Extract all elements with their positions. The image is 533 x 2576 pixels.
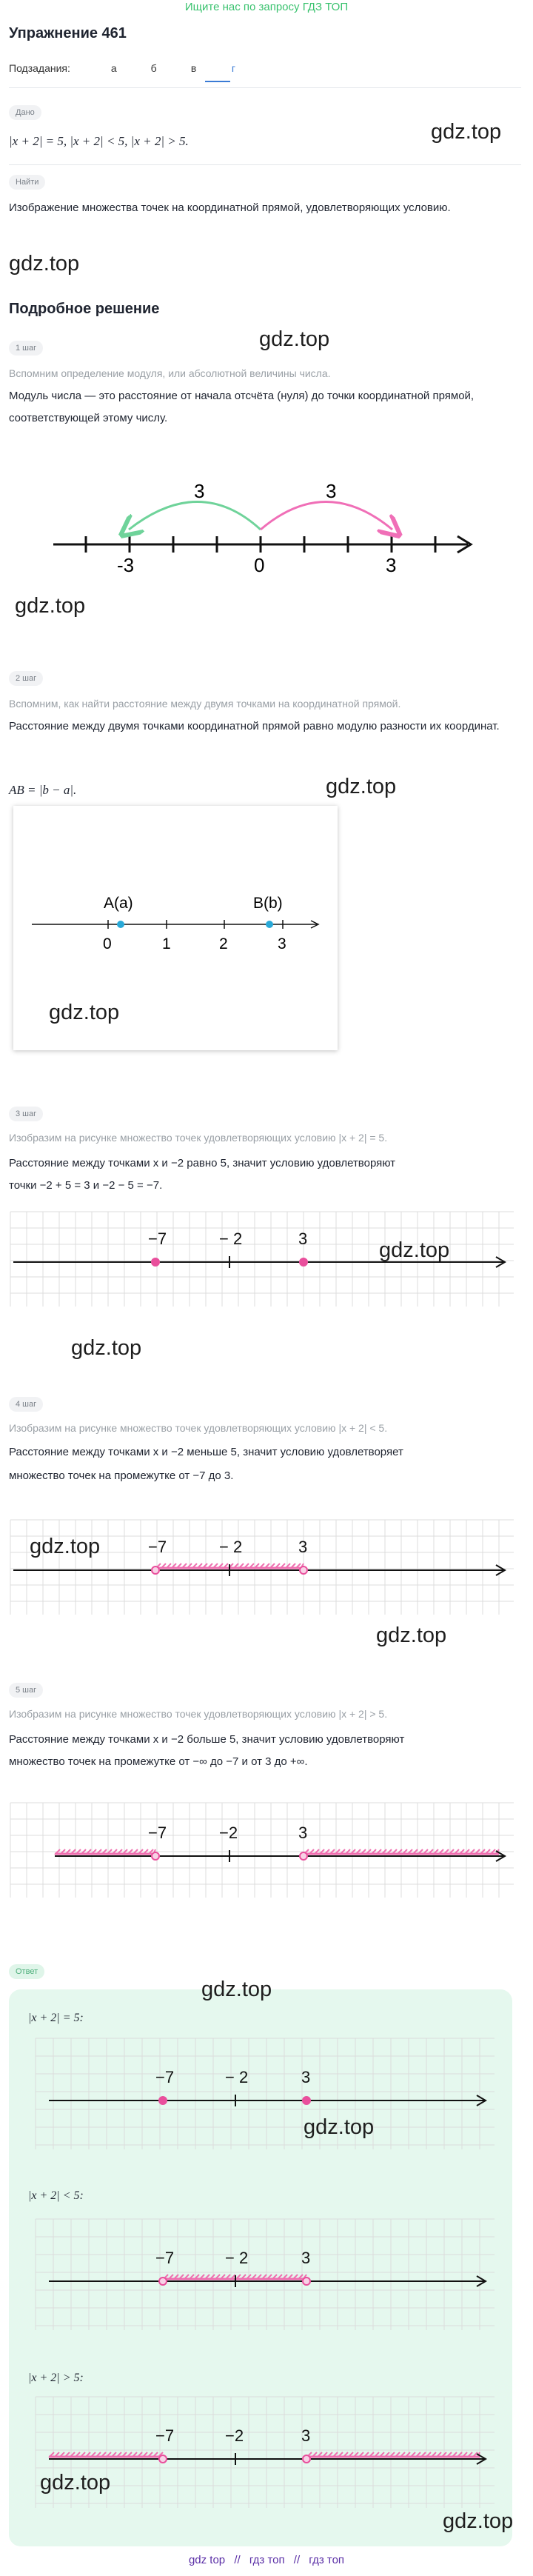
answer-condition-3: |x + 2| > 5: [28, 2372, 84, 2384]
step-text-2: множество точек на промежутке от −∞ до −7 и от 3 до +∞. [9, 1755, 308, 1768]
step-hint: Вспомним, как найти расстояние между двумя точками на координатной прямой. [9, 698, 401, 710]
step-hint: Изобразим на рисунке множество точек удовлетворяющих условию |x + 2| > 5. [9, 1708, 388, 1720]
step-badge: 3 шаг [9, 1107, 43, 1121]
step-badge: 1 шаг [9, 341, 43, 356]
arc-label-right: 3 [326, 480, 337, 502]
watermark: gdz.top [71, 1336, 142, 1360]
label-3: 3 [298, 1823, 308, 1842]
answer-figure-2 [36, 2219, 495, 2330]
footer-separator: // [293, 2554, 301, 2566]
step-text: Расстояние между двумя точками координатной прямой равно модулю разности их координат. [9, 720, 500, 733]
watermark: gdz.top [30, 1535, 101, 1558]
tick-label-minus3: -3 [117, 554, 135, 576]
footer-link[interactable]: gdz top [188, 2554, 226, 2566]
subtasks-label: Подзадания: [9, 62, 70, 74]
point-minus7 [159, 2097, 167, 2104]
point-3 [303, 2097, 310, 2104]
grid [36, 2219, 495, 2330]
watermark: gdz.top [304, 2115, 375, 2139]
point-minus7 [152, 1258, 159, 1266]
watermark: gdz.top [201, 1978, 272, 2001]
point-3 [300, 1852, 307, 1860]
tab-a[interactable]: а [110, 62, 117, 74]
distance-formula: AB = |b − a|. [9, 783, 77, 797]
step-text-1: Расстояние между точками x и −2 меньше 5, значит условию удовлетворяет [9, 1446, 403, 1458]
solution-title: Подробное решение [9, 301, 160, 317]
given-badge: Дано [9, 105, 41, 120]
label-minus2: −2 [225, 2426, 244, 2445]
watermark: gdz.top [40, 2471, 111, 2495]
step-text-2: точки −2 + 5 = 3 и −2 − 5 = −7. [9, 1179, 163, 1192]
label-minus7: −7 [155, 2249, 175, 2267]
step-badge: 4 шаг [9, 1397, 43, 1412]
point-3 [303, 2278, 310, 2285]
arc-left [129, 502, 261, 530]
search-promo-link[interactable]: Ищите нас по запросу ГДЗ ТОП [184, 1, 349, 13]
solution-hatch [49, 2452, 163, 2457]
step-hint: Изобразим на рисунке множество точек удовлетворяющих условию |x + 2| < 5. [9, 1422, 388, 1434]
footer-links [0, 2554, 533, 2566]
divider [9, 164, 521, 165]
footer-link[interactable]: гдз топ [309, 2554, 345, 2566]
given-text: |x + 2| = 5, |x + 2| < 5, |x + 2| > 5. [9, 134, 189, 148]
watermark: gdz.top [431, 120, 502, 144]
svg-text:0: 0 [103, 935, 112, 952]
answer-badge: Ответ [9, 1964, 44, 1979]
distance-figure-card [13, 806, 338, 1050]
step-text: Модуль числа — это расстояние от начала отсчёта (нуля) до точки координатной прямой, соответствующей этому числу. [9, 390, 475, 424]
watermark: gdz.top [376, 1624, 447, 1647]
answer-condition-2: |x + 2| < 5: [28, 2189, 84, 2202]
step-badge: 2 шаг [9, 671, 43, 686]
tick-label-3: 3 [386, 554, 397, 576]
divider [9, 87, 521, 88]
watermark: gdz.top [15, 594, 86, 618]
label-minus2: − 2 [225, 2249, 249, 2267]
point-3 [300, 1566, 307, 1574]
svg-text:1: 1 [162, 935, 171, 952]
point-minus7 [159, 2278, 167, 2285]
distance-number-line [13, 806, 338, 1050]
watermark: gdz.top [326, 775, 397, 798]
point-3 [303, 2455, 310, 2463]
label-minus2: −2 [219, 1823, 238, 1842]
active-tab-indicator [205, 81, 230, 82]
point-a [117, 921, 124, 928]
greater-than-figure [10, 1803, 514, 1898]
tick-label-0: 0 [254, 554, 265, 576]
tab-v[interactable]: в [190, 62, 197, 74]
label-3: 3 [298, 1229, 308, 1248]
label-minus2: − 2 [219, 1229, 243, 1248]
label-3: 3 [301, 2068, 311, 2086]
arc-right [261, 502, 392, 530]
svg-text:3: 3 [278, 935, 286, 952]
label-minus7: −7 [155, 2426, 175, 2445]
step-text-1: Расстояние между точками x и −2 больше 5, значит условию удовлетворяют [9, 1733, 405, 1746]
label-minus7: −7 [148, 1538, 167, 1556]
watermark: gdz.top [259, 327, 330, 351]
subtask-tabs [9, 62, 252, 74]
label-minus2: − 2 [225, 2068, 249, 2086]
point-minus7 [159, 2455, 167, 2463]
solution-hatch [306, 2452, 480, 2457]
tab-g[interactable]: г [231, 62, 236, 74]
tab-b[interactable]: б [150, 62, 157, 74]
watermark: gdz.top [49, 1001, 120, 1024]
footer-link[interactable]: гдз топ [249, 2554, 285, 2566]
page-title: Упражнение 461 [9, 25, 127, 41]
label-3: 3 [301, 2249, 311, 2267]
label-3: 3 [301, 2426, 311, 2445]
svg-text:2: 2 [219, 935, 228, 952]
point-a-label: A(a) [104, 895, 133, 912]
point-b [266, 921, 273, 928]
label-minus2: − 2 [219, 1538, 243, 1556]
step-hint: Вспомним определение модуля, или абсолютной величины числа. [9, 367, 331, 379]
watermark: gdz.top [379, 1238, 450, 1262]
label-minus7: −7 [148, 1823, 167, 1842]
answer-figure-1 [36, 2038, 495, 2149]
label-3: 3 [298, 1538, 308, 1556]
point-minus7 [152, 1852, 159, 1860]
find-text: Изображение множества точек на координатной прямой, удовлетворяющих условию. [9, 201, 451, 214]
point-b-label: B(b) [253, 895, 283, 912]
arc-label-left: 3 [194, 480, 205, 502]
point-3 [300, 1258, 307, 1266]
find-badge: Найти [9, 175, 45, 190]
watermark: gdz.top [9, 252, 80, 276]
label-minus7: −7 [148, 1229, 167, 1248]
step-text-1: Расстояние между точками x и −2 равно 5, значит условию удовлетворяют [9, 1157, 396, 1169]
watermark: gdz.top [443, 2509, 514, 2533]
point-minus7 [152, 1566, 159, 1574]
step-text-2: множество точек на промежутке от −7 до 3. [9, 1469, 234, 1482]
modulus-number-line [0, 474, 533, 578]
answer-condition-1: |x + 2| = 5: [28, 2012, 84, 2024]
label-minus7: −7 [155, 2068, 175, 2086]
step-badge: 5 шаг [9, 1683, 43, 1698]
grid [36, 2038, 495, 2149]
footer-separator: // [234, 2554, 241, 2566]
step-hint: Изобразим на рисунке множество точек удовлетворяющих условию |x + 2| = 5. [9, 1132, 388, 1144]
